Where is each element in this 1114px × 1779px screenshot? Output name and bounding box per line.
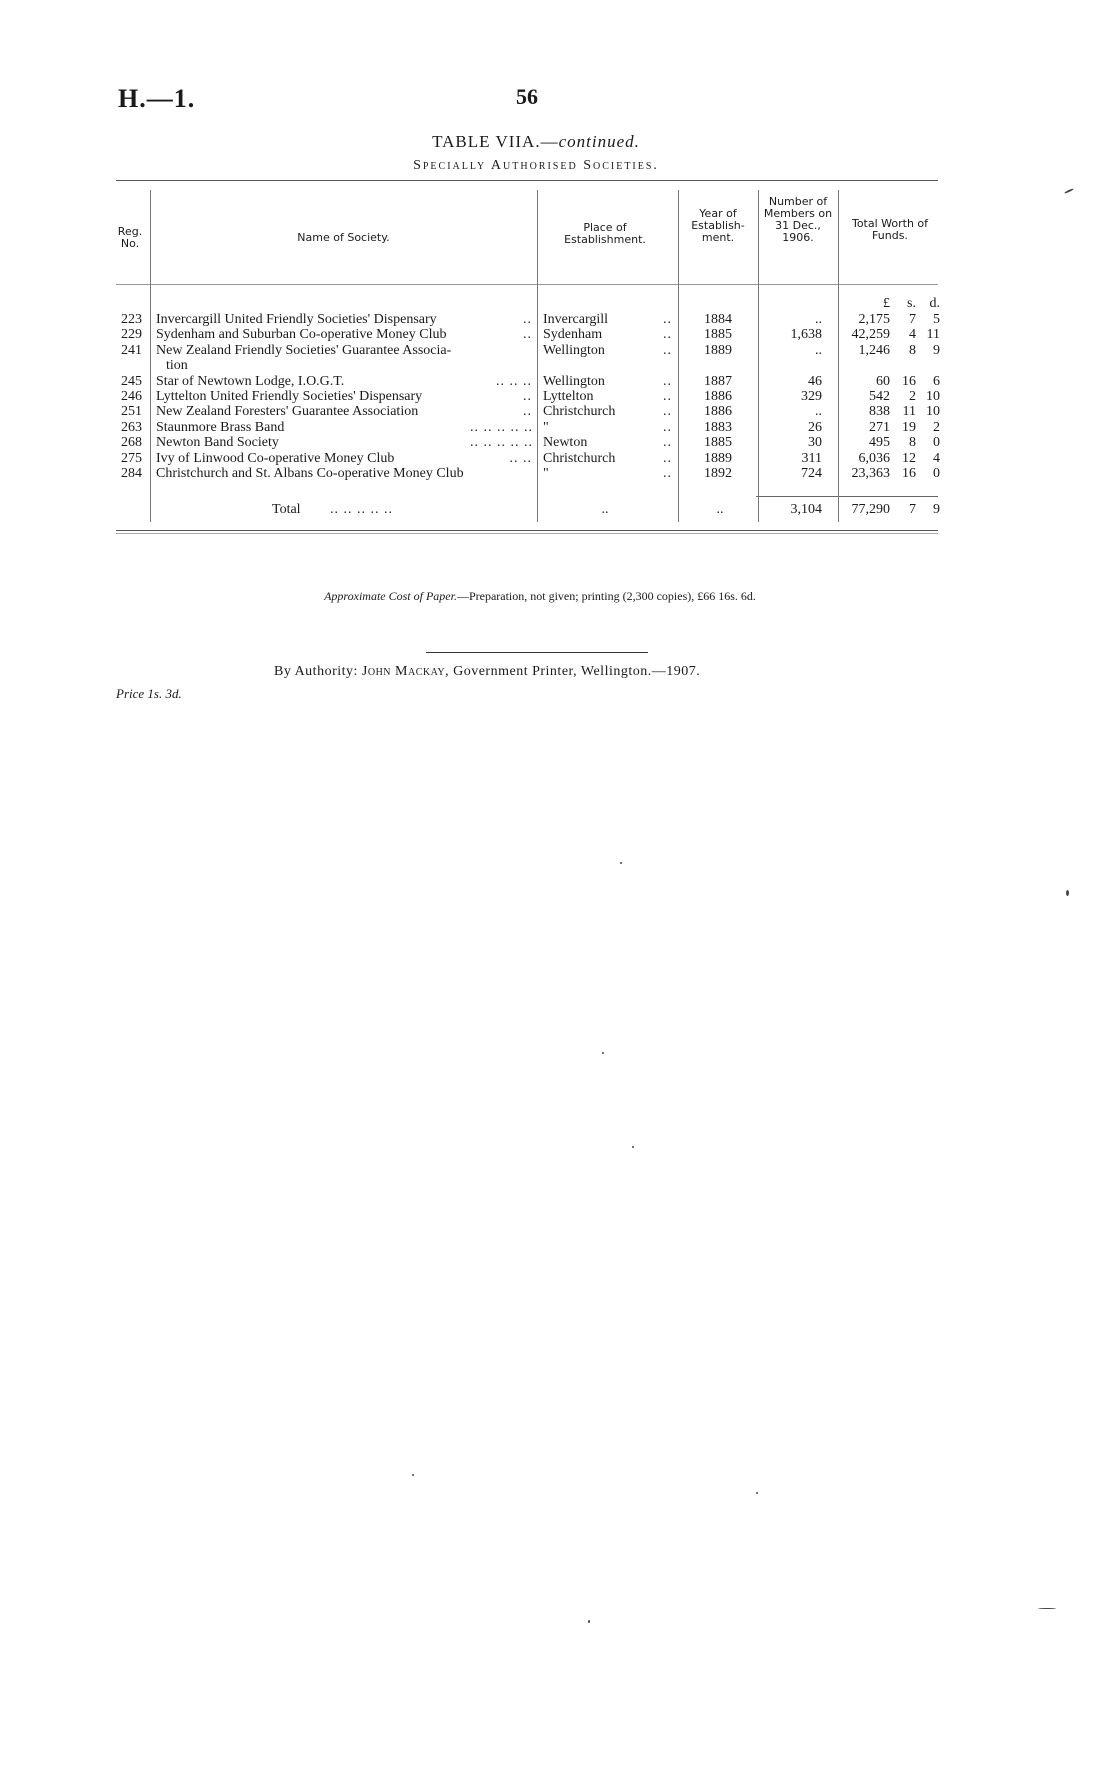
cost-note (0, 589, 1080, 604)
name-leader-dots: .. .. (509, 451, 532, 466)
society-name: Invercargill United Friendly Societies' Dispensary (156, 312, 437, 327)
member-count: 329 (801, 389, 822, 404)
funds-shillings: 16 (902, 466, 916, 481)
table-title (0, 132, 1072, 152)
price-note: Price 1s. 3d. (116, 686, 182, 701)
society-name: Staunmore Brass Band (156, 420, 285, 435)
member-count: 26 (808, 420, 822, 435)
total-top-rule (756, 496, 938, 497)
name-leader-dots: .. .. .. (496, 374, 532, 389)
year-established: 1887 (704, 374, 732, 389)
place-leader-dots: .. (663, 420, 672, 435)
authority-suffix: Government Printer, Wellington.—1907. (453, 664, 701, 679)
funds-shillings: 4 (909, 327, 916, 342)
funds-pence: 6 (933, 374, 940, 389)
year-established: 1884 (704, 312, 732, 327)
table-subtitle: Specially Authorised Societies. (413, 158, 659, 173)
funds-shillings: 11 (902, 404, 916, 419)
table-bottom-rule (116, 530, 938, 531)
scan-speck (756, 1492, 758, 1494)
col-rule-2 (537, 190, 538, 522)
funds-pounds: 6,036 (858, 451, 890, 466)
place-name: Christchurch (543, 404, 616, 419)
society-name: Newton Band Society (156, 435, 279, 450)
funds-pounds: 271 (869, 420, 890, 435)
place-leader-dots: .. (663, 435, 672, 450)
year-established: 1886 (704, 389, 732, 404)
funds-pence: 11 (926, 327, 940, 342)
place-leader-dots: .. (663, 327, 672, 342)
reg-no: 268 (121, 435, 142, 450)
member-count: 724 (801, 466, 822, 481)
society-name: Star of Newtown Lodge, I.O.G.T. (156, 374, 345, 389)
society-name: New Zealand Foresters' Guarantee Association (156, 404, 419, 419)
year-established: 1889 (704, 343, 732, 358)
printer-authority (274, 664, 700, 680)
printer-name: John Mackay, (361, 664, 450, 679)
place-name: Wellington (543, 343, 605, 358)
header-funds: Total Worth of Funds. (851, 217, 929, 242)
place-name: " (543, 420, 549, 435)
place-name: Newton (543, 435, 588, 450)
year-established: 1883 (704, 420, 732, 435)
place-name: Invercargill (543, 312, 609, 327)
table-title-continued: continued. (558, 132, 640, 151)
header-bottom-rule (116, 284, 938, 285)
name-leader-dots: .. .. .. .. .. (470, 435, 533, 450)
reg-no: 229 (121, 327, 142, 342)
place-name: Sydenham (543, 327, 603, 342)
place-leader-dots: .. (663, 451, 672, 466)
total-year: .. (716, 502, 724, 517)
member-count: .. (815, 343, 822, 358)
funds-pence: 2 (933, 420, 940, 435)
header-place: Place of Establishment. (564, 221, 646, 246)
reg-no: 263 (121, 420, 142, 435)
unit-shillings: s. (907, 296, 916, 311)
member-count: 46 (808, 374, 822, 389)
place-name: Lyttelton (543, 389, 594, 404)
society-name: Sydenham and Suburban Co-operative Money Club (156, 327, 447, 342)
total-label-dots: .. .. .. .. .. (330, 502, 393, 517)
col-rule-4 (758, 190, 759, 522)
place-leader-dots: .. (663, 374, 672, 389)
name-leader-dots: .. (523, 312, 532, 327)
funds-pence: 9 (933, 343, 940, 358)
funds-shillings: 7 (909, 312, 916, 327)
place-leader-dots: .. (663, 343, 672, 358)
place-leader-dots: .. (663, 312, 672, 327)
unit-pounds: £ (883, 296, 890, 311)
funds-pence: 10 (926, 404, 940, 419)
funds-shillings: 16 (902, 374, 916, 389)
funds-pence: 0 (933, 435, 940, 450)
funds-pence: 0 (933, 466, 940, 481)
reg-no: 275 (121, 451, 142, 466)
year-established: 1885 (704, 435, 732, 450)
place-leader-dots: .. (663, 466, 672, 481)
funds-shillings: 2 (909, 389, 916, 404)
scan-speck (1038, 1608, 1056, 1609)
member-count: 311 (801, 451, 822, 466)
year-established: 1885 (704, 327, 732, 342)
table-top-rule (116, 180, 938, 181)
total-label: Total (272, 502, 301, 517)
authority-prefix: By Authority: (274, 664, 358, 679)
funds-shillings: 19 (902, 420, 916, 435)
scan-speck (1064, 188, 1074, 194)
page-number: 56 (516, 84, 538, 109)
reg-no: 245 (121, 374, 142, 389)
place-name: Christchurch (543, 451, 616, 466)
scan-speck (620, 862, 622, 864)
funds-pounds: 1,246 (858, 343, 890, 358)
funds-pounds: 60 (876, 374, 890, 389)
society-name: New Zealand Friendly Societies' Guarantee Associa- (156, 343, 452, 358)
col-rule-3 (678, 190, 679, 522)
member-count: 30 (808, 435, 822, 450)
scan-speck (1066, 890, 1069, 896)
member-count: .. (815, 404, 822, 419)
funds-shillings: 12 (902, 451, 916, 466)
col-rule-5 (838, 190, 839, 522)
funds-pounds: 495 (869, 435, 890, 450)
place-leader-dots: .. (663, 389, 672, 404)
scan-speck (602, 1052, 604, 1054)
total-pounds: 77,290 (851, 502, 890, 517)
place-name: " (543, 466, 549, 481)
funds-pounds: 542 (869, 389, 890, 404)
table-title-main: TABLE VIIA.— (432, 132, 559, 151)
member-count: .. (815, 312, 822, 327)
society-name: Ivy of Linwood Co-operative Money Club (156, 451, 395, 466)
place-leader-dots: .. (663, 404, 672, 419)
year-established: 1892 (704, 466, 732, 481)
total-shillings: 7 (909, 502, 916, 517)
table-bottom-rule-2 (116, 533, 938, 534)
society-name: Lyttelton United Friendly Societies' Dispensary (156, 389, 423, 404)
funds-pence: 4 (933, 451, 940, 466)
header-members: Number of Members on 31 Dec., 1906. (763, 195, 833, 244)
header-society-name: Name of Society. (297, 231, 390, 244)
reg-no: 251 (121, 404, 142, 419)
name-leader-dots: .. (523, 389, 532, 404)
funds-pence: 10 (926, 389, 940, 404)
reg-no: 284 (121, 466, 142, 481)
total-place: .. (601, 502, 609, 517)
funds-shillings: 8 (909, 343, 916, 358)
year-established: 1889 (704, 451, 732, 466)
name-leader-dots: .. (523, 404, 532, 419)
total-pence: 9 (933, 502, 940, 517)
cost-label: Approximate Cost of Paper. (324, 589, 457, 603)
scan-speck (412, 1474, 414, 1476)
society-name: tion (166, 358, 188, 373)
place-name: Wellington (543, 374, 605, 389)
member-count: 1,638 (790, 327, 822, 342)
scan-speck (588, 1620, 590, 1623)
unit-pence: d. (929, 296, 940, 311)
document-reference: H.—1. (118, 84, 196, 113)
reg-no: 241 (121, 343, 142, 358)
name-leader-dots: .. .. .. .. .. (470, 420, 533, 435)
total-members: 3,104 (790, 502, 822, 517)
funds-pounds: 42,259 (851, 327, 890, 342)
scan-speck (632, 1146, 634, 1148)
funds-pounds: 2,175 (858, 312, 890, 327)
header-year: Year of Establish-ment. (691, 207, 745, 244)
year-established: 1886 (704, 404, 732, 419)
reg-no: 223 (121, 312, 142, 327)
cost-text: —Preparation, not given; printing (2,300 copies), £66 16s. 6d. (456, 589, 756, 603)
funds-pounds: 838 (869, 404, 890, 419)
society-name: Christchurch and St. Albans Co-operative Money Club (156, 466, 464, 481)
funds-pence: 5 (933, 312, 940, 327)
authority-rule (426, 652, 648, 653)
header-reg-no: Reg. No. (117, 225, 143, 250)
funds-pounds: 23,363 (851, 466, 890, 481)
funds-shillings: 8 (909, 435, 916, 450)
reg-no: 246 (121, 389, 142, 404)
name-leader-dots: .. (523, 327, 532, 342)
